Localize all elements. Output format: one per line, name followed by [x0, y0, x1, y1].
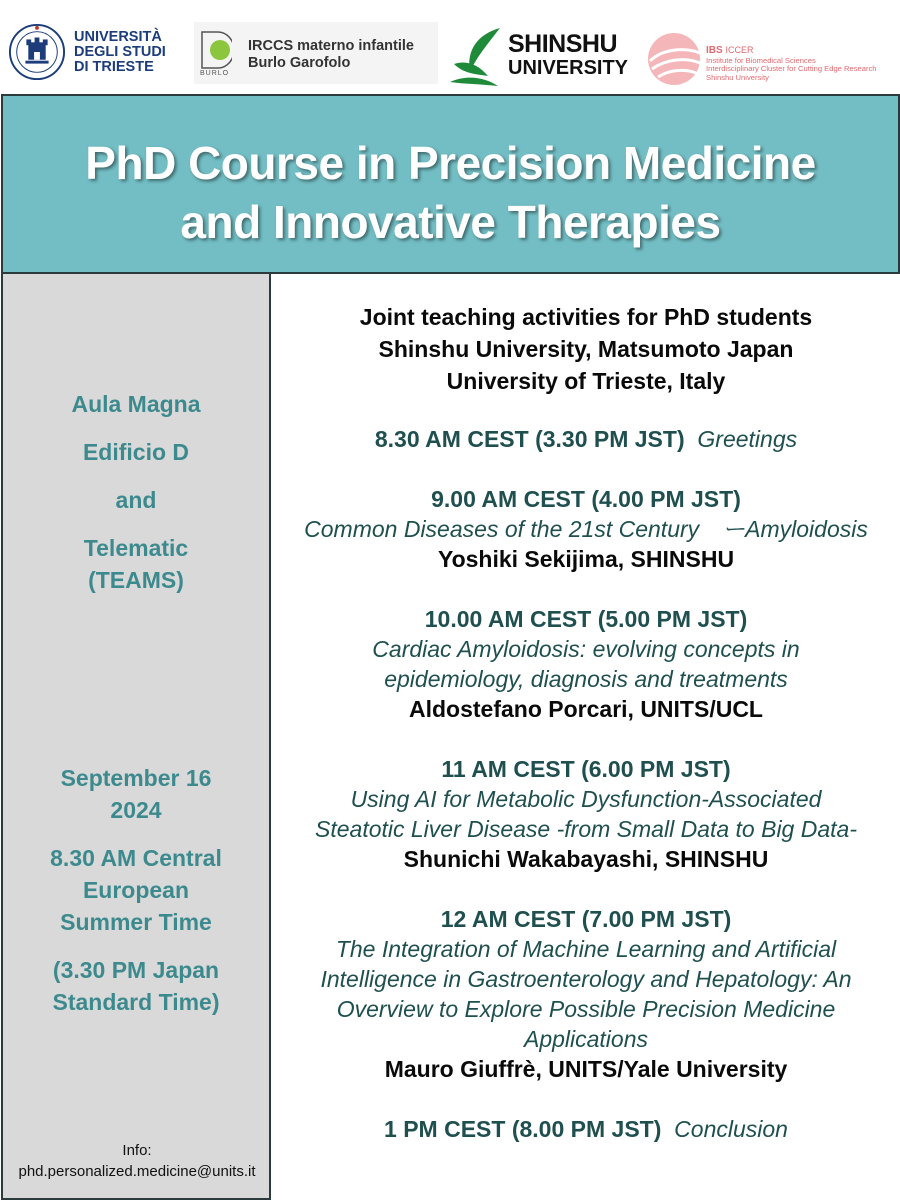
session-machine-learning — [272, 904, 900, 1084]
event-jst-line-1: (3.30 PM Japan — [52, 957, 220, 983]
session-cardiac-amyloidosis — [272, 604, 900, 724]
session-speaker: Mauro Giuffrè, UNITS/Yale University — [384, 1056, 788, 1082]
ibs-line-3: Shinshu University — [706, 72, 769, 82]
contact-info — [3, 1140, 271, 1182]
ibs-iccer-logo — [644, 30, 877, 88]
contact-info-label: Info: — [122, 1142, 152, 1159]
ibs-wordmark — [706, 44, 900, 82]
event-start-time — [3, 842, 269, 938]
ibs-swirl-icon — [644, 31, 706, 87]
trieste-line-2: DEGLI STUDI — [74, 43, 166, 60]
burlo-mark-icon — [198, 28, 232, 76]
burlo-garofolo-logo — [194, 22, 438, 84]
session-time: 11 AM CEST (6.00 PM JST) — [441, 756, 731, 782]
session-title: Common Diseases of the 21st Century ーAmyloidosis — [304, 516, 868, 542]
shinshu-wordmark — [508, 32, 628, 80]
university-of-trieste-logo — [8, 22, 166, 82]
burlo-line-1: IRCCS materno infantile — [248, 38, 414, 54]
shinshu-line-1: SHINSHU — [508, 30, 618, 58]
session-title-line-2: epidemiology, diagnosis and treatments — [384, 666, 788, 692]
shinshu-university-logo — [448, 24, 628, 88]
venue-and: and — [115, 487, 157, 513]
event-time-line-1: 8.30 AM Central — [50, 845, 222, 871]
program-intro — [272, 301, 900, 397]
shinshu-leaf-icon — [448, 24, 506, 88]
session-time: 12 AM CEST (7.00 PM JST) — [440, 906, 732, 932]
program-intro-line-1: Joint teaching activities for PhD students — [359, 304, 813, 330]
session-conclusion — [272, 1114, 900, 1144]
program-intro-line-3: University of Trieste, Italy — [446, 368, 726, 394]
burlo-line-2: Burlo Garofolo — [248, 55, 351, 71]
session-title-line-2: Steatotic Liver Disease -from Small Data to Big Data- — [315, 816, 857, 842]
venue-hall: Aula Magna — [71, 391, 201, 417]
session-title: Conclusion — [674, 1116, 788, 1142]
event-time-line-2: European — [82, 877, 190, 903]
trieste-wordmark — [74, 30, 166, 75]
program-intro-line-2: Shinshu University, Matsumoto Japan — [378, 336, 794, 362]
session-time: 9.00 AM CEST (4.00 PM JST) — [431, 486, 741, 512]
venue-teams-label: (TEAMS) — [88, 567, 184, 593]
event-jst-line-2: Standard Time) — [52, 989, 220, 1015]
session-ai-liver-disease — [272, 754, 900, 874]
session-title-line-1: Cardiac Amyloidosis: evolving concepts in — [372, 636, 800, 662]
venue-building: Edificio D — [82, 439, 190, 465]
trieste-seal-icon — [8, 23, 66, 81]
program-schedule — [272, 274, 900, 1200]
session-title-line-3: Overview to Explore Possible Precision Medicine — [336, 996, 836, 1022]
session-speaker: Yoshiki Sekijima, SHINSHU — [437, 546, 735, 572]
session-time: 10.00 AM CEST (5.00 PM JST) — [424, 606, 748, 632]
session-amyloidosis — [272, 484, 900, 574]
session-title-line-2: Intelligence in Gastroenterology and Hepatology: An — [320, 966, 852, 992]
ibs-line-1: Institute for Biomedical Sciences — [706, 56, 816, 65]
session-speaker: Shunichi Wakabayashi, SHINSHU — [403, 846, 769, 872]
burlo-wordmark — [248, 38, 414, 72]
ibs-heading-ibs: IBS — [706, 45, 723, 56]
title-line-2: and Innovative Therapies — [180, 196, 721, 248]
page-title — [3, 134, 898, 252]
session-speaker: Aldostefano Porcari, UNITS/UCL — [409, 696, 763, 722]
event-date — [3, 762, 269, 826]
event-date-day: September 16 — [60, 765, 212, 791]
trieste-line-1: UNIVERSITÀ — [74, 28, 162, 45]
venue-telematic — [3, 532, 269, 596]
session-title: Greetings — [697, 426, 798, 452]
contact-email[interactable]: phd.personalized.medicine@units.it — [18, 1163, 256, 1180]
logo-bar — [0, 0, 900, 92]
ibs-line-2: Interdisciplinary Cluster for Cutting Edge Research — [706, 64, 877, 74]
trieste-line-3: DI TRIESTE — [74, 58, 154, 75]
event-time-line-3: Summer Time — [60, 909, 212, 935]
event-info-sidebar — [1, 274, 271, 1200]
title-line-1: PhD Course in Precision Medicine — [85, 137, 816, 189]
session-time: 1 PM CEST (8.00 PM JST) — [384, 1116, 662, 1142]
session-greetings — [272, 424, 900, 454]
session-time: 8.30 AM CEST (3.30 PM JST) — [374, 426, 685, 452]
event-japan-time — [3, 954, 269, 1018]
event-date-year: 2024 — [110, 797, 162, 823]
session-title-line-1: Using AI for Metabolic Dysfunction-Associated — [350, 786, 822, 812]
venue-telematic-label: Telematic — [83, 535, 189, 561]
ibs-heading-iccer: ICCER — [725, 45, 754, 55]
shinshu-line-2: UNIVERSITY — [508, 57, 629, 79]
session-title-line-4: Applications — [523, 1026, 649, 1052]
title-banner — [1, 94, 900, 274]
session-title-line-1: The Integration of Machine Learning and Artificial — [335, 936, 837, 962]
burlo-small-label: BURLO — [200, 70, 230, 77]
